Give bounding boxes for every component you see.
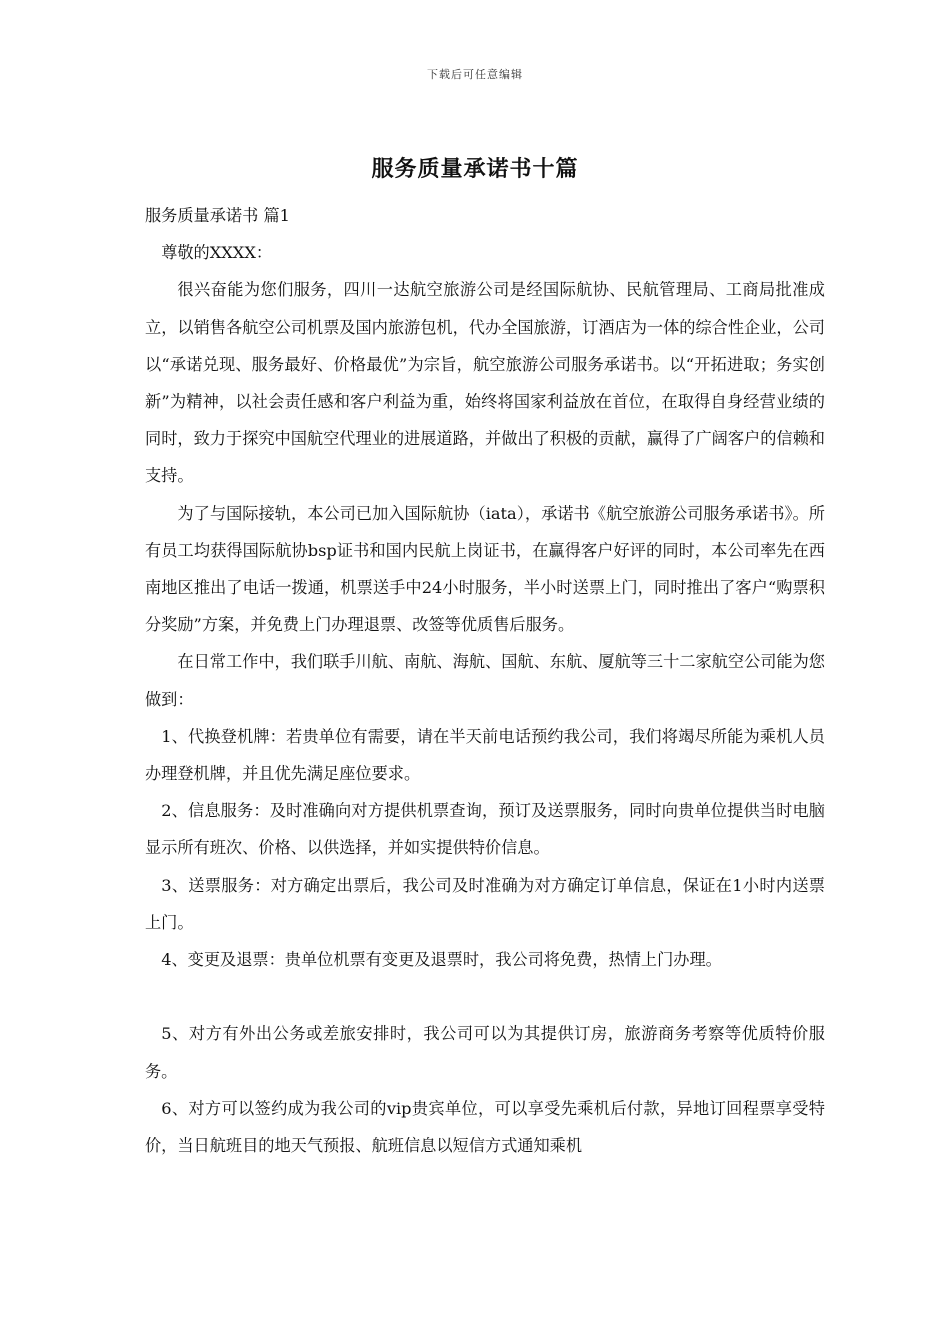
list-item: 5、对方有外出公务或差旅安排时，我公司可以为其提供订房，旅游商务考察等优质特价服务。 (145, 1024, 825, 1081)
salutation: 尊敬的XXXX： (161, 243, 273, 263)
blank-line (145, 978, 825, 1015)
list-item: 2、信息服务：及时准确向对方提供机票查询，预订及送票服务，同时向贵单位提供当时电脑显示所有班次、价格、以供选择，并如实提供特价信息。 (145, 801, 825, 858)
list-item: 1、代换登机牌：若贵单位有需要，请在半天前电话预约我公司，我们将竭尽所能为乘机人员办理登机牌，并且优先满足座位要求。 (145, 726, 825, 784)
list-item: 3、送票服务：对方确定出票后，我公司及时准确为对方确定订单信息，保证在1小时内送票上门。 (145, 875, 825, 932)
list-item: 4、变更及退票：贵单位机票有变更及退票时，我公司将免费，热情上门办理。 (161, 950, 722, 970)
section-heading: 服务质量承诺书 篇1 (145, 206, 290, 225)
list-item: 6、对方可以签约成为我公司的vip贵宾单位，可以享受先乘机后付款，异地订回程票享受特价，当日航班目的地天气预报、航班信息以短信方式通知乘机 (145, 1098, 825, 1156)
header-note: 下载后可任意编辑 (427, 68, 523, 81)
paragraph-intro: 很兴奋能为您们服务，四川一达航空旅游公司是经国际航协、民航管理局、工商局批准成立，以销售各航空公司机票及国内旅游包机，代办全国旅游，订酒店为一体的综合性企业，公司以“承诺兑现、服务最好、价格最优”为宗旨，航空旅游公司服务承诺书。以“开拓进取；务实创新”为精神，以社会责任感和客户利益为重，始终将国家利益放在首位，在取得自身经营业绩的同时，致力于探究中国航空代理业的进展道路，并做出了积极的贡献，赢得了广阔客户的信赖和支持。 (145, 280, 825, 486)
paragraph-daily-work: 在日常工作中，我们联手川航、南航、海航、国航、东航、厦航等三十二家航空公司能为您做到： (145, 652, 825, 709)
paragraph-iata: 为了与国际接轨，本公司已加入国际航协（iata），承诺书《航空旅游公司服务承诺书》。所有员工均获得国际航协bsp证书和国内民航上岗证书，在赢得客户好评的同时，本公司率先在西南地区推出了电话一拨通，机票送手中24小时服务，半小时送票上门，同时推出了客户“购票积分奖励”方案，并免费上门办理退票、改签等优质售后服务。 (145, 503, 825, 635)
document-body (145, 197, 825, 1164)
document-title: 服务质量承诺书十篇 (371, 156, 579, 182)
